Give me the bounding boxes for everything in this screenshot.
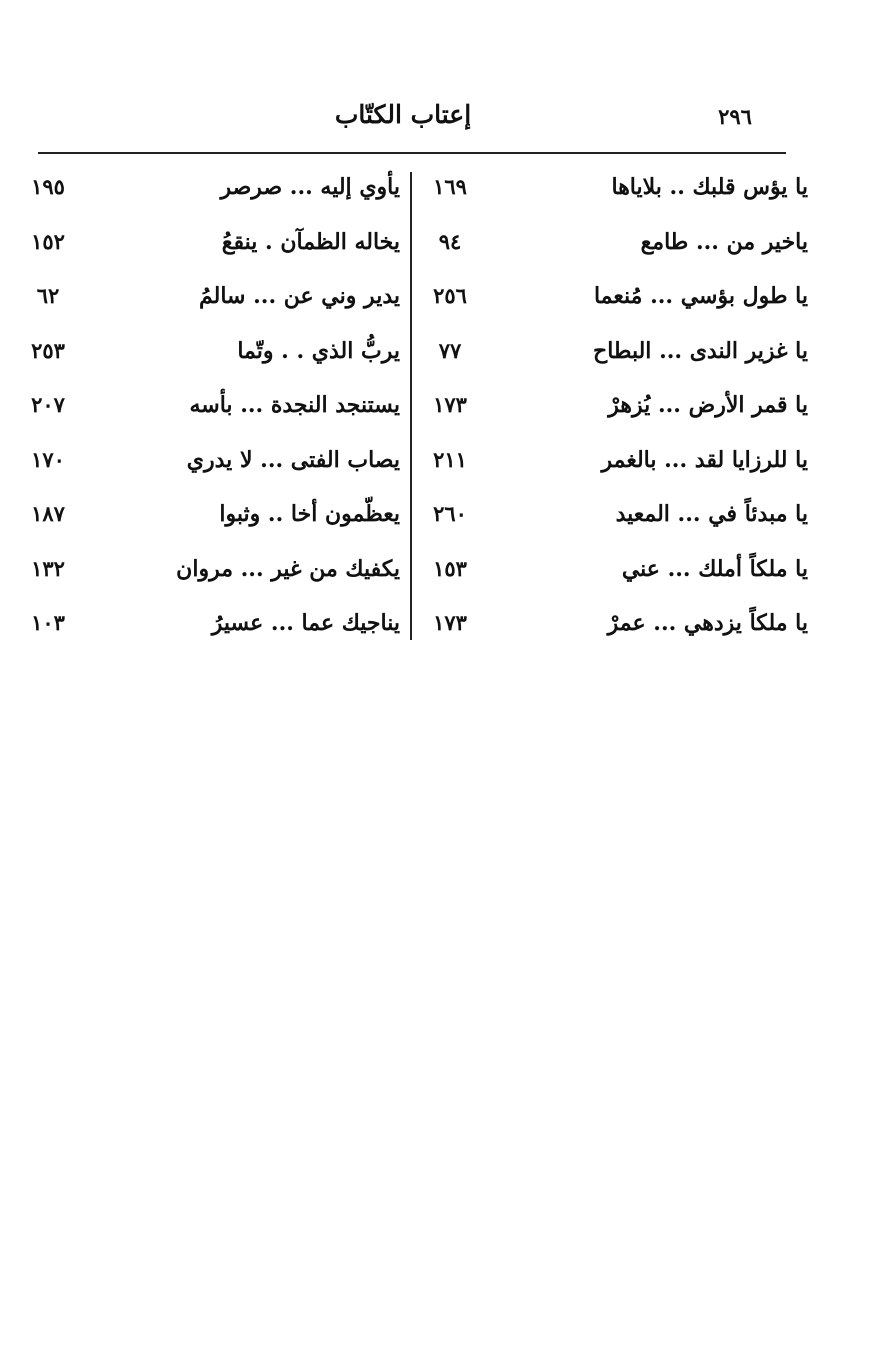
index-row — [0, 215, 873, 270]
running-title: إعتاب الكتّاب — [334, 100, 472, 129]
right-page-ref: ١٦٩ — [433, 174, 467, 199]
left-verse: يصاب الفتى ... لا يدري — [186, 446, 400, 473]
left-page-ref: ٦٢ — [36, 283, 60, 308]
right-verse: يا ملكاً أملك ... عني — [621, 555, 808, 582]
right-verse: يا يؤس قلبك .. بلاياها — [611, 174, 808, 200]
right-page-ref: ٢٥٦ — [433, 283, 467, 308]
right-verse: يا للرزايا لقد ... بالغمر — [601, 446, 808, 473]
right-verse: يا غزير الندى ... البطاح — [593, 337, 808, 364]
index-row — [0, 160, 873, 215]
left-page-ref: ١٨٧ — [31, 501, 65, 526]
right-page-ref: ٢١١ — [433, 446, 467, 472]
left-verse: يناجيك عما ... عسيرُ — [211, 610, 400, 636]
index-row — [0, 542, 873, 597]
left-page-ref: ١٧٠ — [31, 446, 65, 472]
right-page-ref: ١٥٣ — [433, 555, 467, 581]
right-verse: يا قمر الأرض ... يُزهرْ — [608, 392, 808, 418]
index-row — [0, 378, 873, 433]
verse-index-table — [0, 160, 873, 651]
index-row — [0, 269, 873, 324]
left-verse: يعظّمون أخا .. وثبوا — [219, 501, 400, 527]
right-verse: يا مبدئاً في ... المعيد — [615, 501, 808, 527]
left-verse: يأوي إليه ... صرصر — [220, 174, 400, 200]
left-page-ref: ٢٠٧ — [31, 392, 65, 417]
left-verse: يربُّ الذي . . وتّما — [237, 337, 400, 364]
index-row — [0, 433, 873, 488]
index-row — [0, 596, 873, 651]
index-row — [0, 487, 873, 542]
right-page-ref: ٢٦٠ — [433, 501, 467, 526]
index-row — [0, 324, 873, 379]
right-page-ref: ٩٤ — [438, 228, 462, 254]
left-page-ref: ١٥٢ — [31, 228, 65, 254]
page-number: ٢٩٦ — [718, 104, 752, 129]
left-verse: يكفيك من غير ... مروان — [176, 555, 400, 582]
right-verse: يا طول بؤسي ... مُنعما — [593, 283, 808, 309]
left-page-ref: ٢٥٣ — [31, 337, 65, 363]
left-page-ref: ١٣٢ — [31, 555, 65, 581]
left-verse: يدير وني عن ... سالمُ — [199, 283, 400, 309]
left-page-ref: ١٠٣ — [31, 610, 65, 635]
right-page-ref: ١٧٣ — [433, 610, 467, 635]
right-verse: يا ملكاً يزدهي ... عمرْ — [607, 610, 808, 636]
left-verse: يستنجد النجدة ... بأسه — [189, 392, 400, 418]
right-verse: ياخير من ... طامع — [640, 228, 808, 255]
right-page-ref: ٧٧ — [438, 337, 462, 363]
right-page-ref: ١٧٣ — [433, 392, 467, 417]
left-verse: يخاله الظمآن . ينقعُ — [221, 228, 400, 255]
header-rule — [38, 152, 786, 154]
left-page-ref: ١٩٥ — [31, 174, 65, 199]
